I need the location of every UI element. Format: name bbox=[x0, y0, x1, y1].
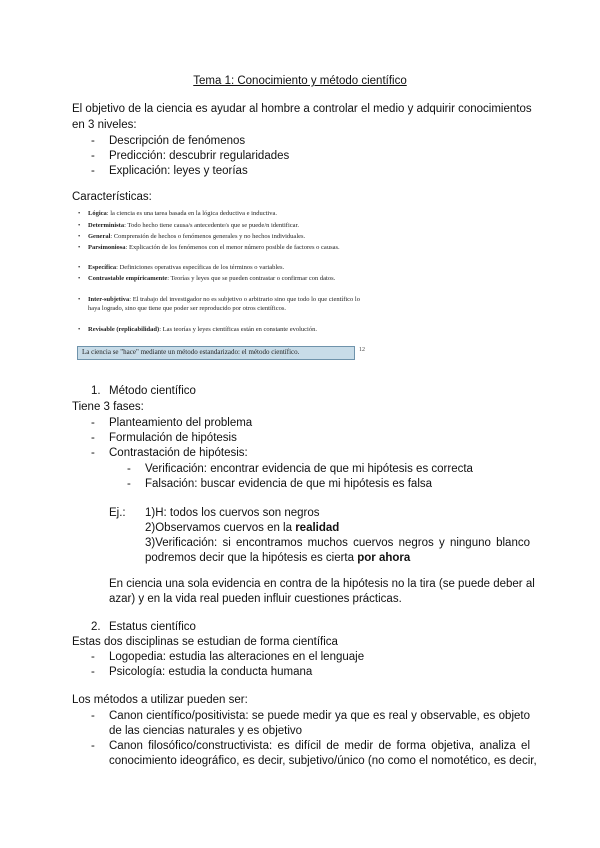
bullet-term: Lógica bbox=[88, 210, 107, 217]
dash-bullet: - bbox=[91, 666, 95, 678]
bullet-text: : El trabajo del investigador no es subjetivo o arbitrario sino que todo lo que científico lo haya logrado, sino que tiene que poder ser reproducido por otros científicos. bbox=[88, 296, 360, 312]
paragraph-line: En ciencia una sola evidencia en contra de la hipótesis no la tira (se puede deber al bbox=[109, 578, 535, 590]
list-item: Explicación: leyes y teorías bbox=[109, 165, 248, 177]
list-item: Psicología: estudia la conducta humana bbox=[109, 666, 313, 678]
intro-line-1: El objetivo de la ciencia es ayudar al hombre a controlar el medio y adquirir conocimientos bbox=[72, 103, 532, 115]
bullet-term: Revisable (replicabilidad) bbox=[88, 326, 160, 333]
sub-list-item: Verificación: encontrar evidencia de que mi hipótesis es correcta bbox=[145, 463, 473, 475]
bullet-term: Determinista bbox=[88, 222, 125, 229]
paragraph-line: Estas dos disciplinas se estudian de forma científica bbox=[72, 636, 338, 648]
section-heading: Método científico bbox=[109, 385, 196, 397]
list-item-continuation: de las ciencias naturales y es objetivo bbox=[109, 725, 303, 737]
list-item: Descripción de fenómenos bbox=[109, 135, 246, 147]
list-item: Canon científico/positivista: se puede medir ya que es real y observable, es objeto bbox=[109, 710, 530, 722]
section-heading: Características: bbox=[72, 191, 152, 203]
note-text: La ciencia se "hace" mediante un método estandarizado: el método científico. bbox=[82, 348, 300, 356]
dash-bullet: - bbox=[127, 463, 131, 475]
list-item-continuation: conocimiento ideográfico, es decir, subjetivo/único (no como el nomotético, es decir, bbox=[109, 755, 537, 767]
bullet-text: : Teorías y leyes que se pueden contrastar o confirmar con datos. bbox=[167, 275, 336, 282]
bullet-text: : Las teorías y leyes científicas están en constante evolución. bbox=[159, 326, 317, 333]
bullet-text: : Explicación de los fenómenos con el menor número posible de factores o causas. bbox=[125, 244, 340, 251]
section-number: 2. bbox=[91, 621, 101, 633]
bullet-term: Específica bbox=[88, 264, 117, 271]
dash-bullet: - bbox=[91, 740, 95, 752]
list-item: Formulación de hipótesis bbox=[109, 432, 237, 444]
page-title: Tema 1: Conocimiento y método científico bbox=[193, 75, 407, 87]
section-heading: Estatus científico bbox=[109, 621, 196, 633]
dash-bullet: - bbox=[91, 150, 95, 162]
list-item: Canon filosófico/constructivista: es difícil de medir de forma objetiva, analiza el bbox=[109, 740, 530, 752]
example-line bbox=[145, 521, 339, 537]
dash-bullet: - bbox=[91, 417, 95, 429]
dash-bullet: - bbox=[127, 478, 131, 490]
example-label: Ej.: bbox=[109, 507, 126, 519]
paragraph-line: Los métodos a utilizar pueden ser: bbox=[72, 694, 248, 706]
bullet-text: : Todo hecho tiene causa/s antecedente/s que se puede/n identificar. bbox=[124, 222, 299, 229]
example-emphasis: realidad bbox=[295, 522, 340, 534]
intro-line-2: en 3 niveles: bbox=[72, 119, 137, 131]
dash-bullet: - bbox=[91, 651, 95, 663]
list-item: Logopedia: estudia las alteraciones en el lenguaje bbox=[109, 651, 365, 663]
example-line bbox=[145, 551, 410, 567]
note-superscript: 12 bbox=[359, 347, 365, 353]
section-number: 1. bbox=[91, 385, 101, 397]
list-item: Planteamiento del problema bbox=[109, 417, 253, 429]
example-line: 3)Verificación: si encontramos muchos cuervos negros y ninguno blanco bbox=[145, 537, 530, 549]
bullet-text: : Comprensión de hechos o fenómenos generales y no hechos individuales. bbox=[110, 233, 306, 240]
dash-bullet: - bbox=[91, 165, 95, 177]
bullet-text: : la ciencia es una tarea basada en la lógica deductiva e inductiva. bbox=[106, 210, 277, 217]
sub-list-item: Falsación: buscar evidencia de que mi hipótesis es falsa bbox=[145, 478, 433, 490]
dash-bullet: - bbox=[91, 135, 95, 147]
bullet-term: Contrastable empíricamente bbox=[88, 275, 168, 282]
list-item: Predicción: descubrir regularidades bbox=[109, 150, 290, 162]
bullet-term: General bbox=[88, 233, 111, 240]
bullet-term: Inter-subjetiva bbox=[88, 296, 130, 303]
example-emphasis: por ahora bbox=[357, 552, 411, 564]
bullet-text: : Definiciones operativas específicas de los términos o variables. bbox=[116, 264, 285, 271]
document-page: Tema 1: Conocimiento y método científico El objetivo de la ciencia es ayudar al hombre a controlar el medio y adquirir conocimientos en 3 niveles: - Descripción de fenómenos - Predicción: descubrir regularidades - Explicación: leyes y teorías Características: • Lógica: la ciencia es una tarea basada en la lógica deductiva e inductiva. • Determinista: Todo hecho tiene causa/s antecedente/s que se puede/n identificar. • General: Comprensión de hechos o fenómenos generales y no hechos individuales. • Parsimoniosa: Explicación de los fenómenos con el menor número posible de factores o causas. • Específica: Definiciones operativas específicas de los términos o variables. • Contrastable empíricamente: Teorías y leyes que se pueden contrastar o confirmar con datos. • Inter-subjetiva: El trabajo del investigador no es subjetivo o arbitrario sino que todo lo que científico lo haya logrado, sino que tiene que poder ser reproducido por otros científicos. • Revisable (replicabilidad): Las teorías y leyes científicas están en constante evolución. La ciencia se "hace" mediante un método estandarizado: el método científico. 12 1. Método científico Tiene 3 fases: - Planteamiento del problema - Formulación de hipótesis - Contrastación de hipótesis: - Verificación: encontrar evidencia de que mi hipótesis es correcta - Falsación: buscar evidencia de que mi hipótesis es falsa Ej.: 1)H: todos los cuervos son negros 2)Observamos cuervos en la realidad 3)Verificación: si encontramos muchos cuervos negros y ninguno blanco podremos decir que la hipótesis es cierta por ahora En ciencia una sola evidencia en contra de la hipótesis no la tira (se puede deber al azar) y en la vida real pueden influir cuestiones prácticas. 2. Estatus científico Estas dos disciplinas se estudian de forma científica - Logopedia: estudia las alteraciones en el lenguaje - Psicología: estudia la conducta humana Los métodos a utilizar pueden ser: - Canon científico/positivista: se puede medir ya que es real y observable, es objeto de las ciencias naturales y es objetivo - Canon filosófico/constructivista: es difícil de medir de forma objetiva, analiza el conocimiento ideográfico, es decir, subjetivo/único (no como el nomotético, es decir, bbox=[0, 0, 600, 848]
example-text: 2)Observamos cuervos en la bbox=[145, 522, 296, 534]
bullet-term: Parsimoniosa bbox=[88, 244, 126, 251]
dash-bullet: - bbox=[91, 447, 95, 459]
list-item: Contrastación de hipótesis: bbox=[109, 447, 248, 459]
paragraph-line: azar) y en la vida real pueden influir cuestiones prácticas. bbox=[109, 593, 402, 605]
example-text: podremos decir que la hipótesis es cierta bbox=[145, 552, 358, 564]
example-line: 1)H: todos los cuervos son negros bbox=[145, 507, 320, 519]
dash-bullet: - bbox=[91, 432, 95, 444]
paragraph-line: Tiene 3 fases: bbox=[72, 401, 144, 413]
dash-bullet: - bbox=[91, 710, 95, 722]
